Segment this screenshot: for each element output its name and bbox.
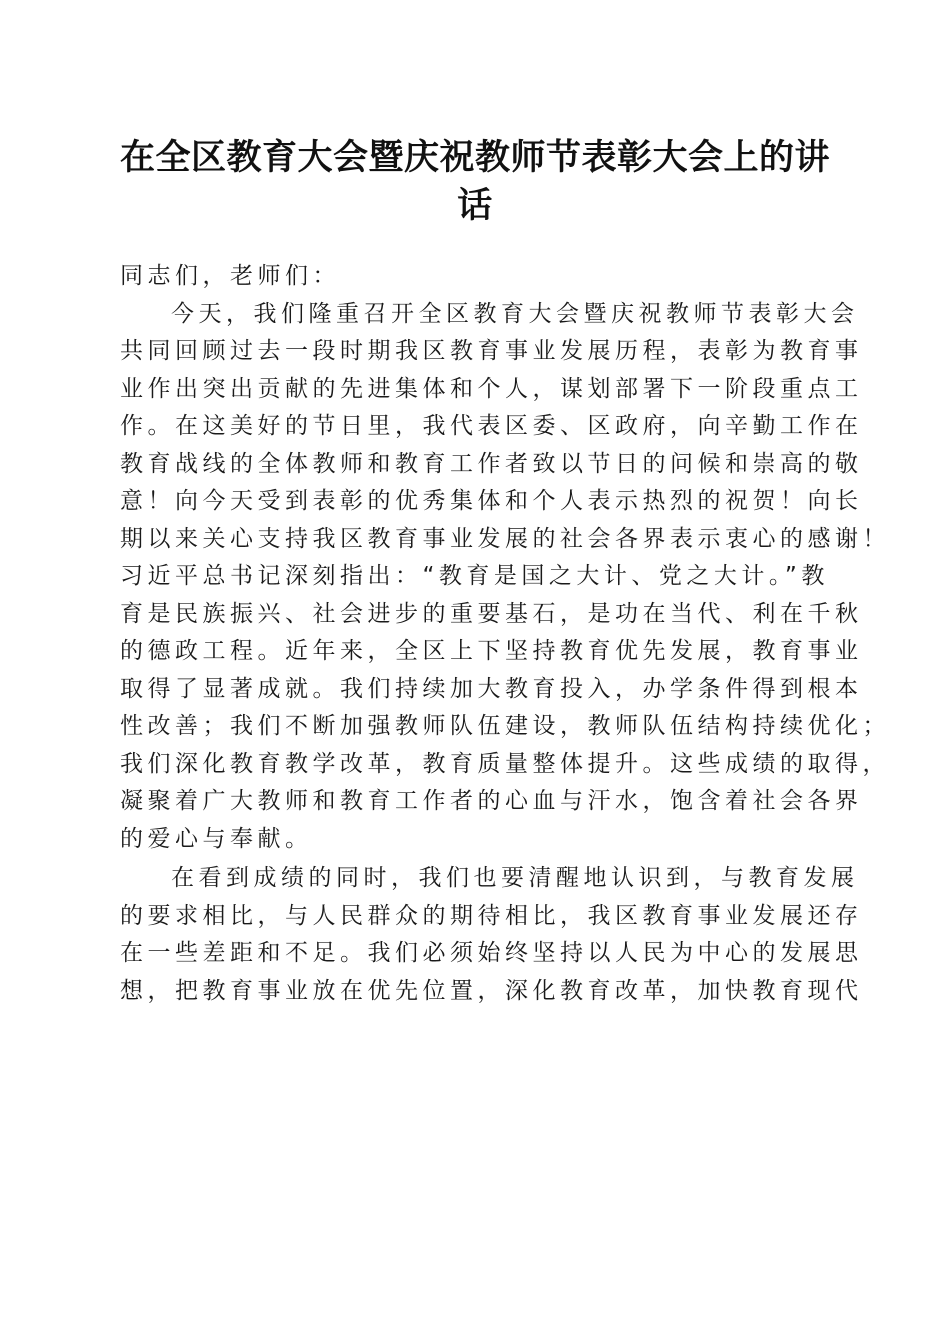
paragraph-line: 性改善；我们不断加强教师队伍建设，教师队伍结构持续优化； <box>120 713 890 739</box>
paragraph-line: 取得了显著成就。我们持续加大教育投入，办学条件得到根本 <box>120 675 863 702</box>
paragraph-line: 凝聚着广大教师和教育工作者的心血与汗水，饱含着社会各界 <box>120 788 863 814</box>
paragraph-line: 育是民族振兴、社会进步的重要基石，是功在当代、利在千秋 <box>120 600 863 627</box>
title-line-1: 在全区教育大会暨庆祝教师节表彰大会上的讲 <box>119 137 830 178</box>
paragraph-line: 在一些差距和不足。我们必须始终坚持以人民为中心的发展思 <box>120 940 863 966</box>
title-line-2: 话 <box>457 185 493 226</box>
salutation: 同志们，老师们： <box>120 263 340 289</box>
paragraph-line: 意！向今天受到表彰的优秀集体和个人表示热烈的祝贺！向长 <box>120 488 863 514</box>
paragraph-line: 共同回顾过去一段时期我区教育事业发展历程，表彰为教育事 <box>120 338 863 364</box>
paragraph-line: 在看到成绩的同时，我们也要清醒地认识到，与教育发展 <box>171 865 859 891</box>
paragraph-line: 教育战线的全体教师和教育工作者致以节日的问候和崇高的敬 <box>120 450 863 477</box>
document-body <box>120 258 890 1010</box>
paragraph-line: 期以来关心支持我区教育事业发展的社会各界表示衷心的感谢！ <box>120 525 890 552</box>
paragraph-line: 作。在这美好的节日里，我代表区委、区政府，向辛勤工作在 <box>120 413 863 439</box>
paragraph-line: 想，把教育事业放在优先位置，深化教育改革，加快教育现代 <box>120 977 863 1004</box>
paragraph-line: 今天，我们隆重召开全区教育大会暨庆祝教师节表彰大会 <box>171 300 859 327</box>
paragraph-line: 的德政工程。近年来，全区上下坚持教育优先发展，教育事业 <box>120 638 863 664</box>
paragraph-line: 我们深化教育教学改革，教育质量整体提升。这些成绩的取得， <box>120 750 890 777</box>
document-title <box>110 134 840 230</box>
paragraph-line: 业作出突出贡献的先进集体和个人，谋划部署下一阶段重点工 <box>120 375 863 402</box>
paragraph-line: 习近平总书记深刻指出：“教育是国之大计、党之大计。”教 <box>120 563 829 589</box>
paragraph-line: 的爱心与奉献。 <box>120 825 313 852</box>
paragraph-1 <box>120 296 890 859</box>
paragraph-line: 的要求相比，与人民群众的期待相比，我区教育事业发展还存 <box>120 902 863 929</box>
paragraph-2 <box>120 860 863 1010</box>
